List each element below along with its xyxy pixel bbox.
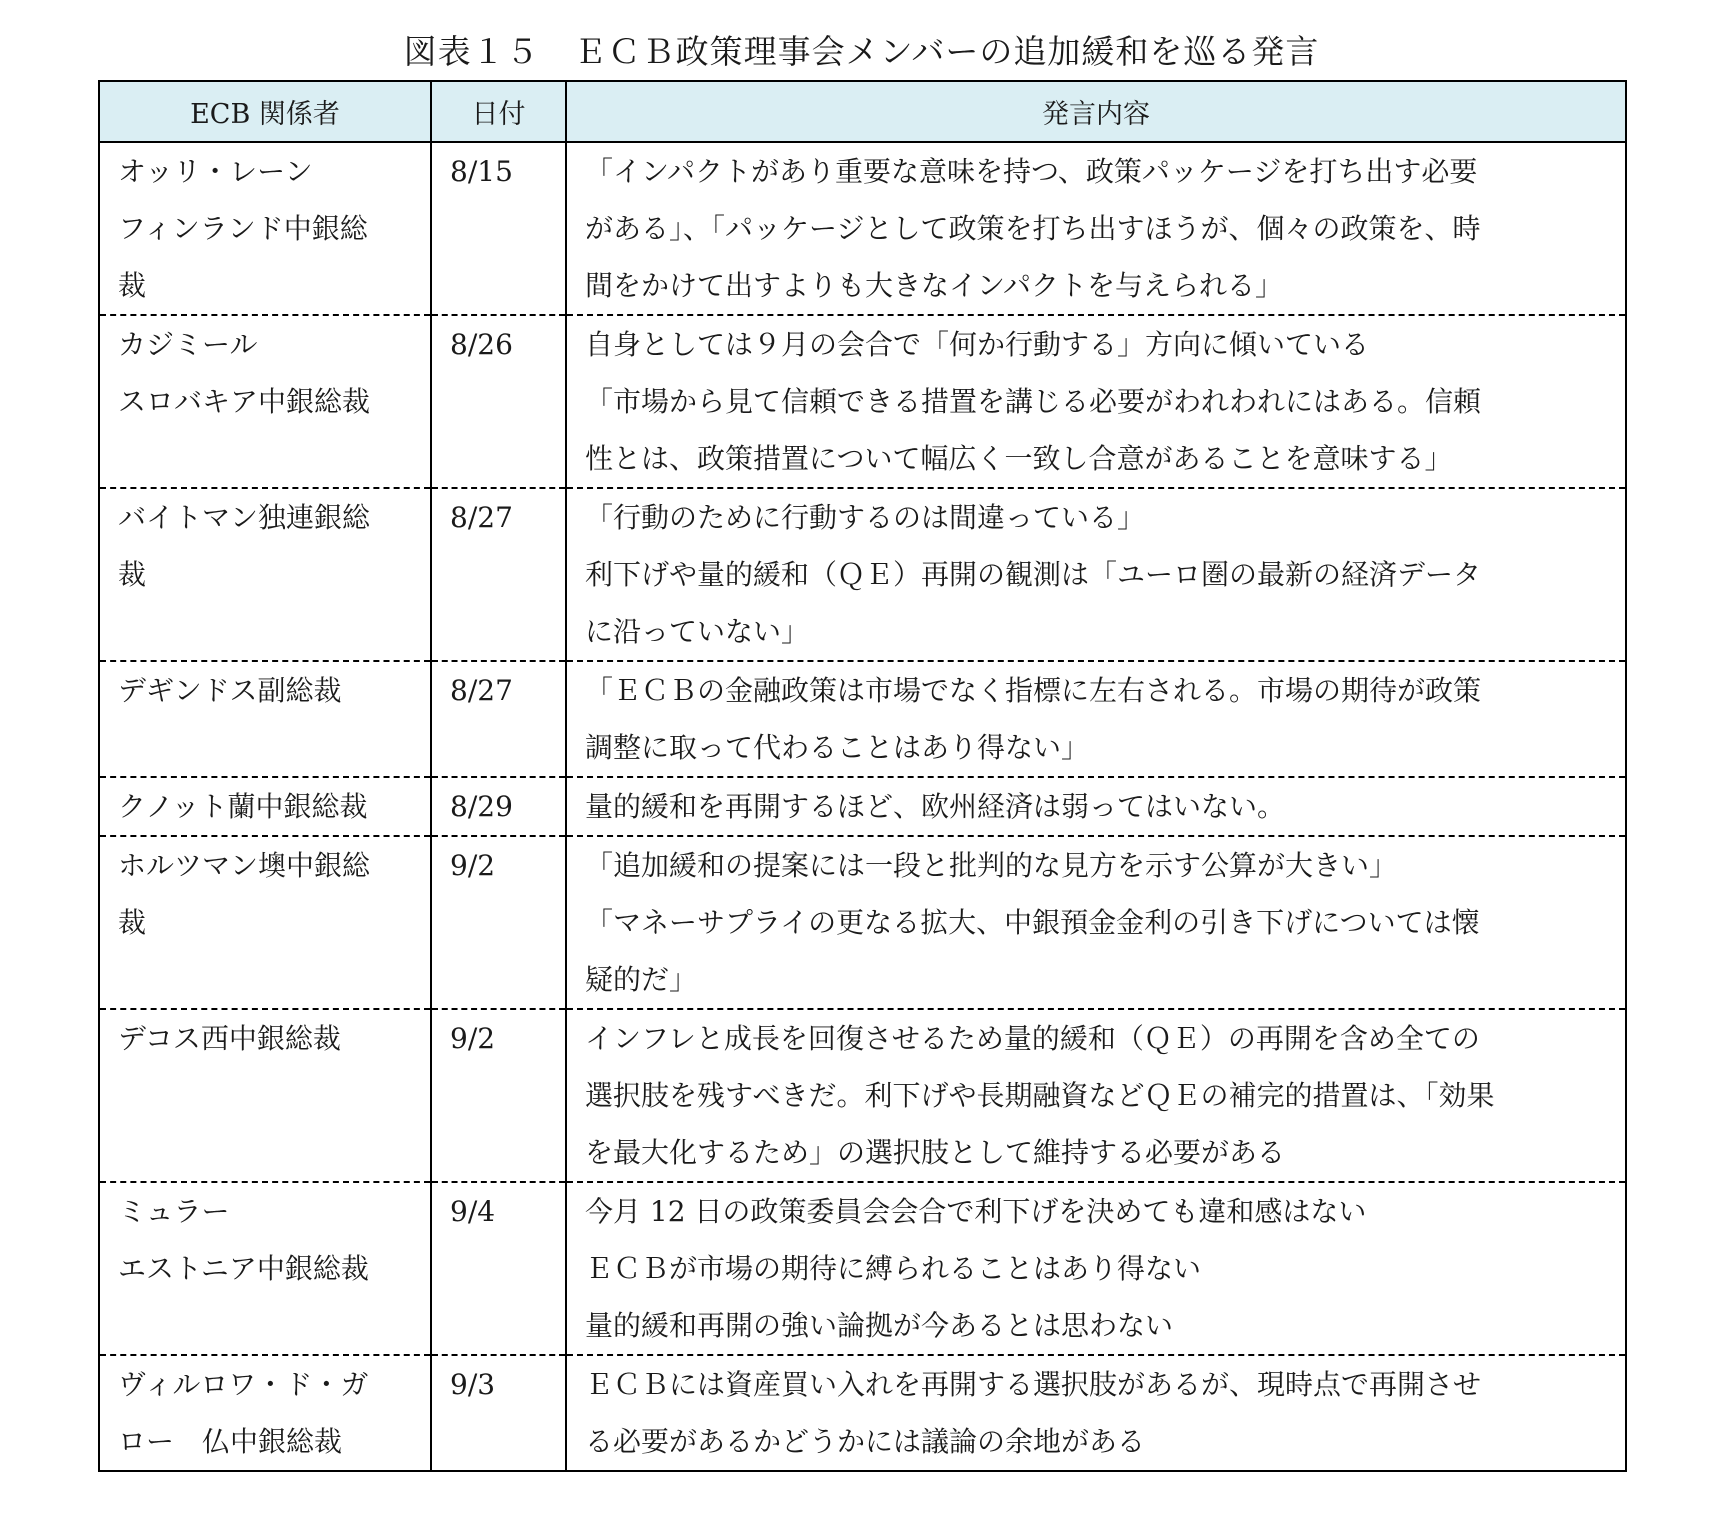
table-row [99, 488, 1626, 661]
row-date: 9/2 [431, 1009, 566, 1182]
row-person: ミュラー エストニア中銀総裁 [99, 1182, 431, 1355]
row-person: オッリ・レーン フィンランド中銀総 裁 [99, 142, 431, 315]
row-date: 9/2 [431, 836, 566, 1009]
row-quote: インフレと成長を回復させるため量的緩和（ＱＥ）の再開を含め全ての 選択肢を残すべきだ。利下げや長期融資などＱＥの補完的措置は、「効果 を最大化するため」の選択肢として維持する必要がある [566, 1009, 1626, 1182]
row-quote: 自身としては９月の会合で「何か行動する」方向に傾いている 「市場から見て信頼できる措置を講じる必要がわれわれにはある。信頼 性とは、政策措置について幅広く一致し合意があることを意味する」 [566, 315, 1626, 488]
row-person: ヴィルロワ・ド・ガ ロー 仏中銀総裁 [99, 1355, 431, 1471]
row-person: カジミール スロバキア中銀総裁 [99, 315, 431, 488]
header-date: 日付 [431, 81, 566, 142]
header-person: ECB 関係者 [99, 81, 431, 142]
row-person: デコス西中銀総裁 [99, 1009, 431, 1182]
row-date: 8/29 [431, 777, 566, 836]
row-quote: 今月 12 日の政策委員会会合で利下げを決めても違和感はない ＥＣＢが市場の期待に縛られることはあり得ない 量的緩和再開の強い論拠が今あるとは思わない [566, 1182, 1626, 1355]
table-row [99, 661, 1626, 777]
header-quote: 発言内容 [566, 81, 1626, 142]
table-row [99, 836, 1626, 1009]
row-date: 8/15 [431, 142, 566, 315]
row-date: 8/27 [431, 661, 566, 777]
table-row [99, 1355, 1626, 1471]
row-date: 8/26 [431, 315, 566, 488]
row-date: 8/27 [431, 488, 566, 661]
header-row [99, 81, 1626, 142]
row-date: 9/4 [431, 1182, 566, 1355]
table-row [99, 1182, 1626, 1355]
row-quote: 「追加緩和の提案には一段と批判的な見方を示す公算が大きい」 「マネーサプライの更なる拡大、中銀預金金利の引き下げについては懐 疑的だ」 [566, 836, 1626, 1009]
table-row [99, 315, 1626, 488]
table-row [99, 142, 1626, 315]
row-quote: ＥＣＢには資産買い入れを再開する選択肢があるが、現時点で再開させ る必要があるかどうかには議論の余地がある [566, 1355, 1626, 1471]
row-person: クノット蘭中銀総裁 [99, 777, 431, 836]
row-quote: 量的緩和を再開するほど、欧州経済は弱ってはいない。 [566, 777, 1626, 836]
row-quote: 「インパクトがあり重要な意味を持つ、政策パッケージを打ち出す必要 がある」、「パッケージとして政策を打ち出すほうが、個々の政策を、時 間をかけて出すよりも大きなインパクトを与えられる」 [566, 142, 1626, 315]
table-row [99, 1009, 1626, 1182]
table-title: 図表１５ ＥＣＢ政策理事会メンバーの追加緩和を巡る発言 [403, 32, 1320, 71]
row-quote: 「行動のために行動するのは間違っている」 利下げや量的緩和（ＱＥ）再開の観測は「ユーロ圏の最新の経済データ に沿っていない」 [566, 488, 1626, 661]
table-row [99, 777, 1626, 836]
row-date: 9/3 [431, 1355, 566, 1471]
row-person: ホルツマン墺中銀総 裁 [99, 836, 431, 1009]
row-person: デギンドス副総裁 [99, 661, 431, 777]
ecb-statements-table [98, 80, 1627, 1472]
row-quote: 「ＥＣＢの金融政策は市場でなく指標に左右される。市場の期待が政策 調整に取って代わることはあり得ない」 [566, 661, 1626, 777]
row-person: バイトマン独連銀総 裁 [99, 488, 431, 661]
